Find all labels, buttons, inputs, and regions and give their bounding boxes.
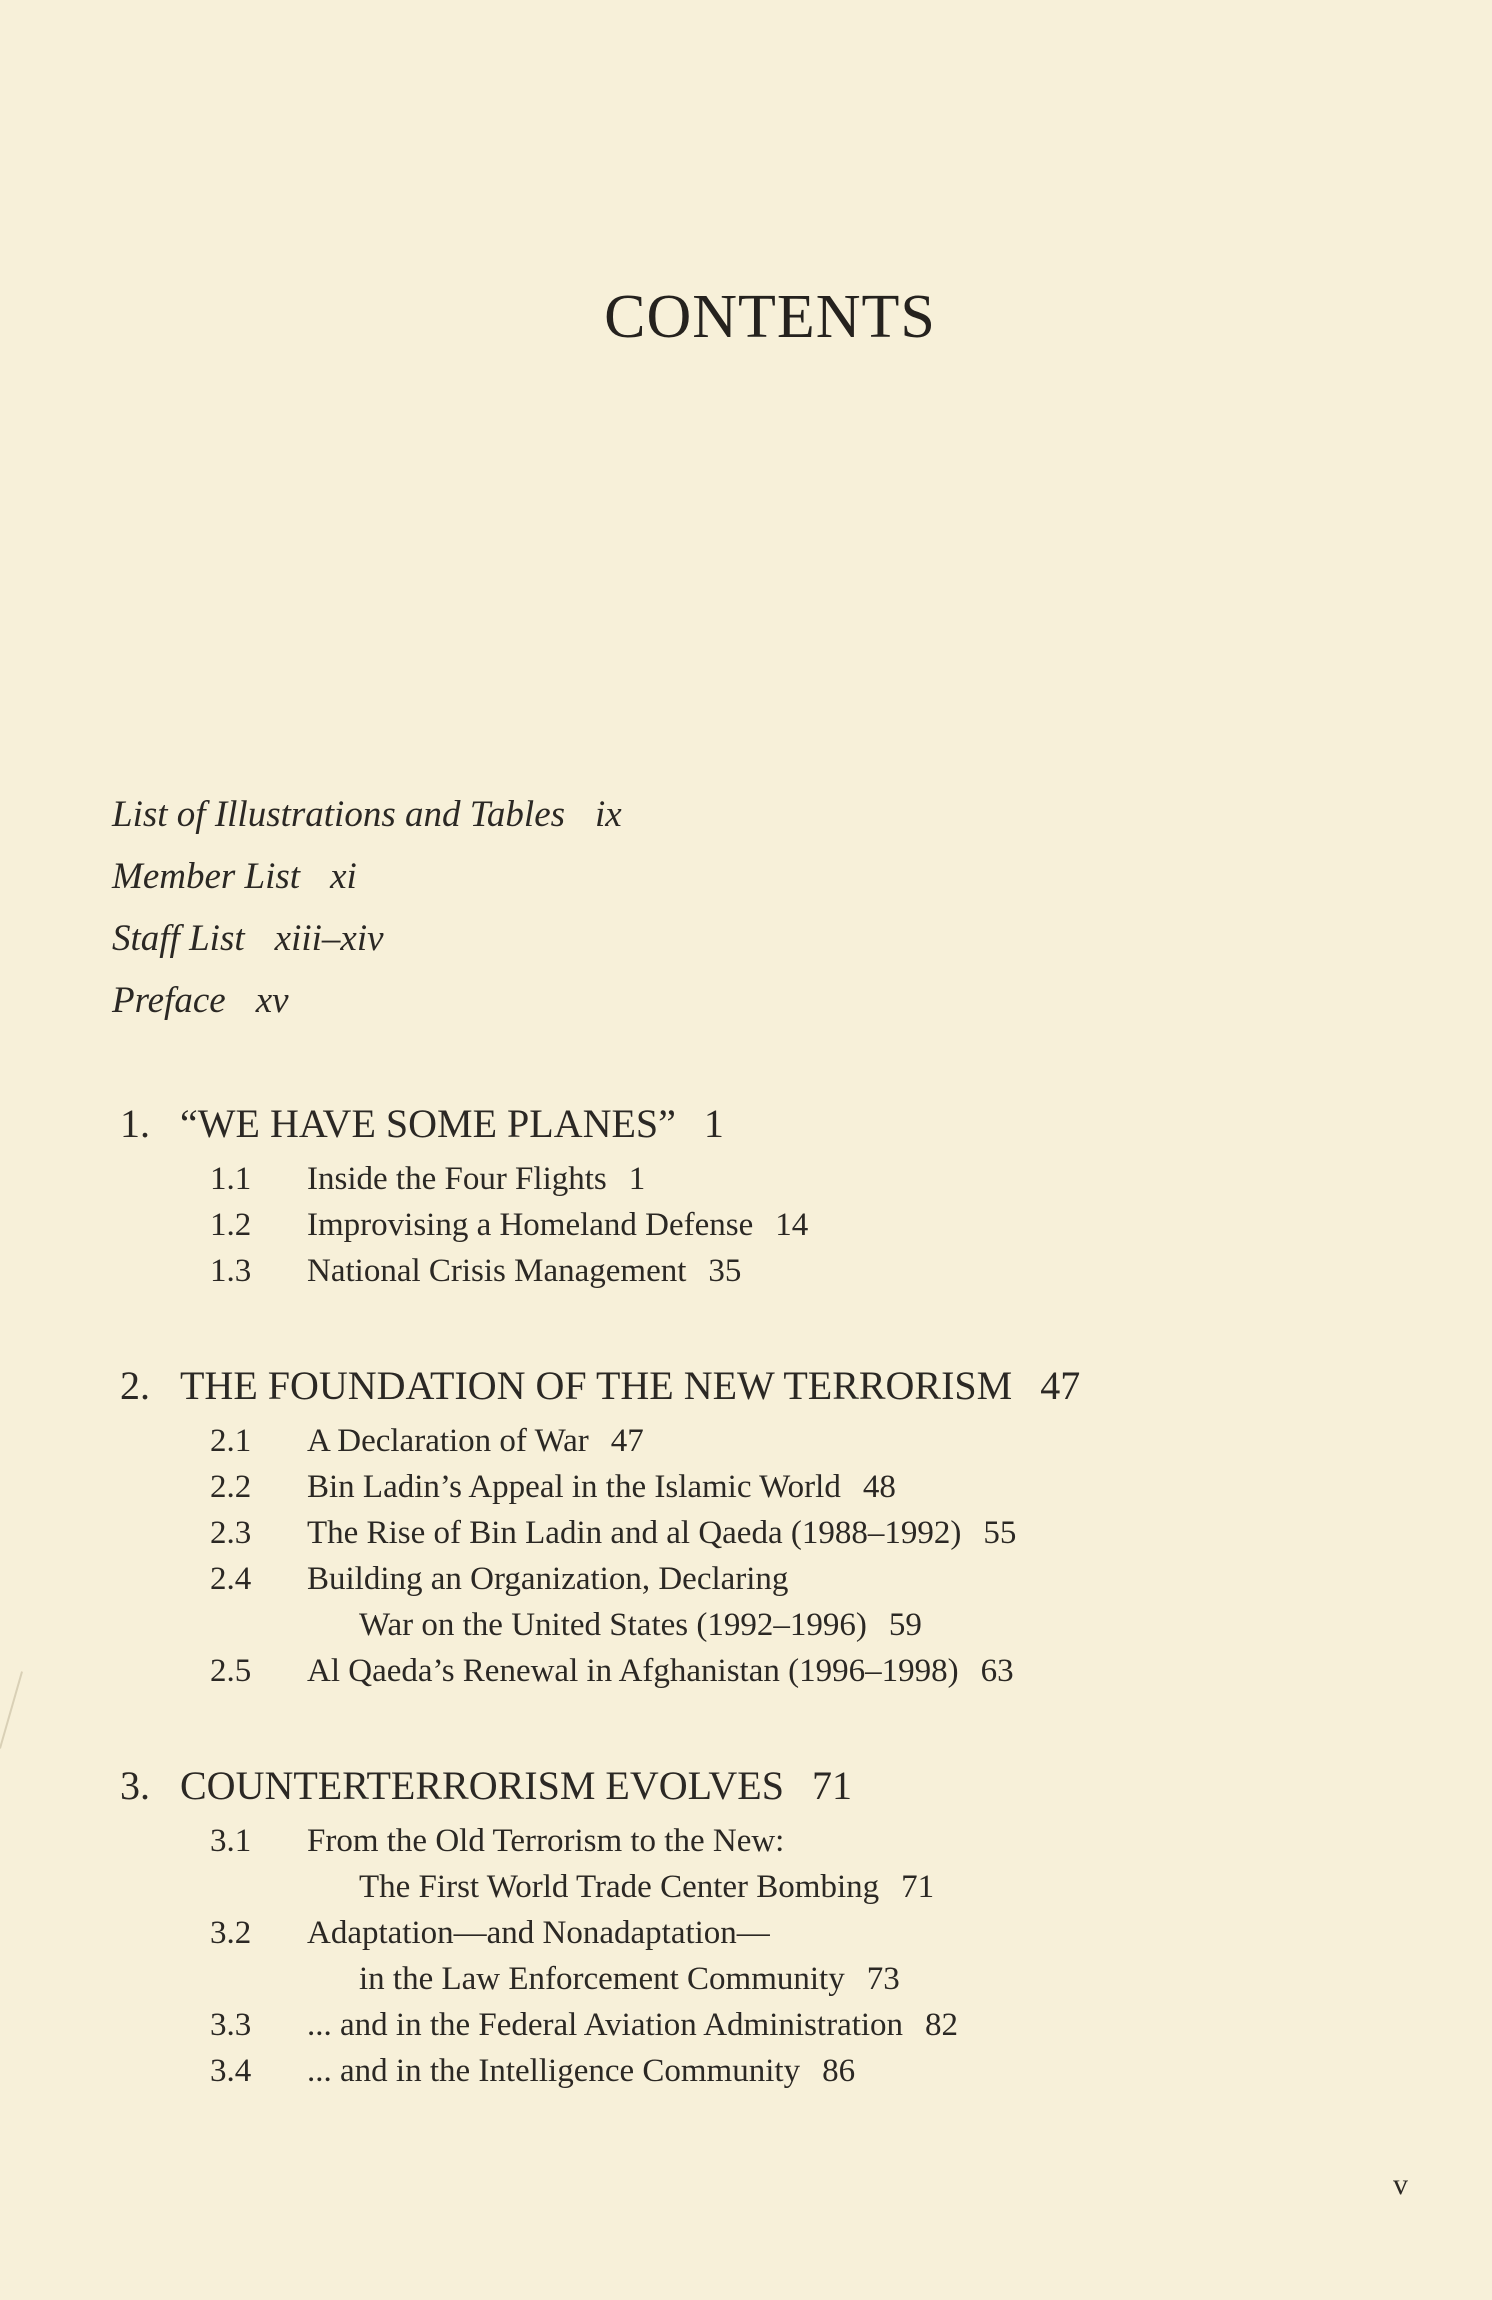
section-title-text: A Declaration of War bbox=[307, 1423, 589, 1459]
front-matter-item bbox=[112, 908, 622, 970]
chapter-heading bbox=[0, 1100, 1492, 1156]
section-title-text: Building an Organization, Declaring bbox=[307, 1561, 789, 1597]
section-title-text: ... and in the Federal Aviation Administration bbox=[307, 2007, 904, 2043]
section-title-text: From the Old Terrorism to the New: bbox=[307, 1823, 785, 1859]
section-title-text: National Crisis Management bbox=[307, 1253, 687, 1289]
chapter-page: 71 bbox=[811, 1763, 852, 1808]
section-page: 63 bbox=[980, 1653, 1014, 1689]
chapter-block bbox=[0, 1100, 1492, 1294]
section-title-line bbox=[307, 1464, 896, 1510]
front-matter-label: Preface bbox=[112, 980, 226, 1021]
section-entry bbox=[0, 2002, 1492, 2048]
section-title-text: The First World Trade Center Bombing bbox=[359, 1869, 880, 1905]
chapter-title: “WE HAVE SOME PLANES” bbox=[180, 1101, 676, 1146]
section-title-line bbox=[307, 1956, 900, 2002]
section-page: 48 bbox=[862, 1469, 896, 1505]
front-matter-page: xiii–xiv bbox=[274, 918, 384, 959]
section-title-text: Adaptation—and Nonadaptation— bbox=[307, 1915, 770, 1951]
page-number: v bbox=[1393, 2168, 1408, 2201]
front-matter-label: Staff List bbox=[112, 918, 245, 959]
section-title-line bbox=[307, 1818, 934, 1864]
section-title-line bbox=[307, 1418, 644, 1464]
section-title-line bbox=[307, 2002, 958, 2048]
front-matter-item bbox=[112, 970, 622, 1032]
section-title-text: Improvising a Homeland Defense bbox=[307, 1207, 754, 1243]
section-entry bbox=[0, 1418, 1492, 1464]
front-matter-item bbox=[112, 784, 622, 846]
section-title bbox=[307, 1418, 644, 1464]
section-number: 2.1 bbox=[210, 1423, 252, 1459]
section-page: 59 bbox=[888, 1607, 922, 1643]
front-matter-page: xv bbox=[255, 980, 289, 1021]
section-number: 1.3 bbox=[210, 1253, 252, 1289]
chapter-block bbox=[0, 1362, 1492, 1694]
chapter-title: COUNTERTERRORISM EVOLVES bbox=[180, 1763, 784, 1808]
chapter-block bbox=[0, 1762, 1492, 2094]
section-title bbox=[307, 1202, 808, 1248]
section-page: 14 bbox=[775, 1207, 809, 1243]
section-entry bbox=[0, 1156, 1492, 1202]
section-title-line bbox=[307, 2048, 855, 2094]
front-matter-label: List of Illustrations and Tables bbox=[112, 794, 566, 835]
chapter-page: 1 bbox=[703, 1101, 724, 1146]
chapter-title-line bbox=[180, 1362, 1080, 1409]
section-number: 3.4 bbox=[210, 2053, 252, 2089]
chapter-number: 3. bbox=[120, 1763, 150, 1808]
section-number: 3.1 bbox=[210, 1823, 252, 1859]
section-title-text: War on the United States (1992–1996) bbox=[359, 1607, 867, 1643]
section-entry bbox=[0, 2048, 1492, 2094]
section-entry bbox=[0, 1510, 1492, 1556]
section-number: 3.2 bbox=[210, 1915, 252, 1951]
section-title bbox=[307, 2002, 958, 2048]
section-entry bbox=[0, 1464, 1492, 1510]
section-title bbox=[307, 1910, 900, 2002]
section-number: 2.3 bbox=[210, 1515, 252, 1551]
section-title bbox=[307, 1464, 896, 1510]
section-title bbox=[307, 1510, 1016, 1556]
section-number: 2.2 bbox=[210, 1469, 252, 1505]
section-title-text: ... and in the Intelligence Community bbox=[307, 2053, 801, 2089]
section-entry bbox=[0, 1910, 1492, 2002]
section-number: 2.4 bbox=[210, 1561, 252, 1597]
section-title bbox=[307, 1818, 934, 1910]
section-page: 73 bbox=[866, 1961, 900, 1997]
section-page: 47 bbox=[610, 1423, 644, 1459]
section-title-line bbox=[307, 1510, 1016, 1556]
chapter-title: THE FOUNDATION OF THE NEW TERRORISM bbox=[180, 1363, 1013, 1408]
section-title-text: Inside the Four Flights bbox=[307, 1161, 607, 1197]
section-entry bbox=[0, 1202, 1492, 1248]
section-page: 86 bbox=[822, 2053, 856, 2089]
front-matter-item bbox=[112, 846, 622, 908]
section-number: 2.5 bbox=[210, 1653, 252, 1689]
section-page: 1 bbox=[628, 1161, 646, 1197]
section-page: 55 bbox=[983, 1515, 1017, 1551]
section-title-text: Bin Ladin’s Appeal in the Islamic World bbox=[307, 1469, 841, 1505]
section-title bbox=[307, 1248, 741, 1294]
section-title-line bbox=[307, 1156, 645, 1202]
chapter-list bbox=[0, 1100, 1492, 2094]
chapter-heading bbox=[0, 1362, 1492, 1418]
section-title-line bbox=[307, 1602, 922, 1648]
section-title-text: The Rise of Bin Ladin and al Qaeda (1988–1992) bbox=[307, 1515, 962, 1551]
section-number: 1.1 bbox=[210, 1161, 252, 1197]
chapter-number: 2. bbox=[120, 1363, 150, 1408]
section-title bbox=[307, 1556, 922, 1648]
section-number: 1.2 bbox=[210, 1207, 252, 1243]
page-title: CONTENTS bbox=[604, 283, 936, 351]
section-page: 71 bbox=[901, 1869, 935, 1905]
section-title bbox=[307, 1156, 645, 1202]
front-matter-page: ix bbox=[595, 794, 622, 835]
section-title-line bbox=[307, 1648, 1014, 1694]
section-title bbox=[307, 1648, 1014, 1694]
section-number: 3.3 bbox=[210, 2007, 252, 2043]
chapter-title-line bbox=[180, 1100, 724, 1147]
section-title-line bbox=[307, 1556, 922, 1602]
front-matter-label: Member List bbox=[112, 856, 301, 897]
section-title-line bbox=[307, 1864, 934, 1910]
section-title-text: in the Law Enforcement Community bbox=[359, 1961, 845, 1997]
section-title-line bbox=[307, 1202, 808, 1248]
section-title-line bbox=[307, 1248, 741, 1294]
section-entry bbox=[0, 1248, 1492, 1294]
section-page: 82 bbox=[925, 2007, 959, 2043]
chapter-page: 47 bbox=[1040, 1363, 1081, 1408]
section-title bbox=[307, 2048, 855, 2094]
chapter-title-line bbox=[180, 1762, 852, 1809]
chapter-number: 1. bbox=[120, 1101, 150, 1146]
front-matter-page: xi bbox=[330, 856, 357, 897]
section-entry bbox=[0, 1648, 1492, 1694]
chapter-heading bbox=[0, 1762, 1492, 1818]
section-title-line bbox=[307, 1910, 900, 1956]
front-matter-list bbox=[112, 784, 622, 1032]
section-entry bbox=[0, 1556, 1492, 1648]
section-title-text: Al Qaeda’s Renewal in Afghanistan (1996–1998) bbox=[307, 1653, 959, 1689]
section-page: 35 bbox=[708, 1253, 742, 1289]
section-entry bbox=[0, 1818, 1492, 1910]
